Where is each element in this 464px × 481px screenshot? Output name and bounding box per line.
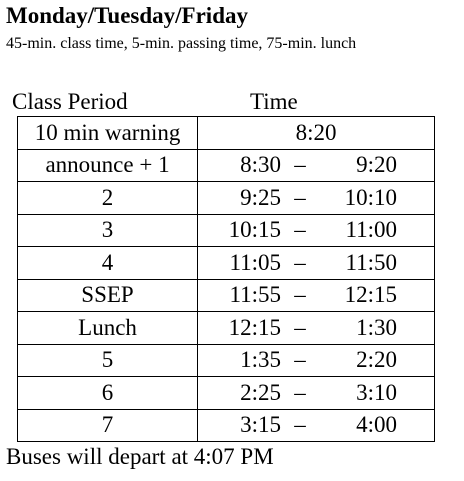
time-separator: – — [294, 152, 306, 178]
period-cell: 6 — [18, 377, 198, 410]
table-row — [18, 279, 435, 312]
end-time: 12:15 — [344, 282, 398, 308]
schedule-subtitle: 45-min. class time, 5-min. passing time, 75-min. lunch — [6, 35, 357, 52]
end-time: 1:30 — [356, 314, 398, 340]
time-separator: – — [294, 217, 306, 243]
end-time: 2:20 — [356, 347, 398, 373]
time-separator: – — [294, 184, 306, 210]
time-separator: – — [294, 379, 306, 405]
time-cell — [198, 279, 435, 312]
column-header-time: Time — [250, 89, 298, 114]
start-time: 3:15 — [240, 412, 282, 438]
period-cell: announce + 1 — [18, 149, 198, 182]
start-time: 11:55 — [229, 282, 282, 308]
table-row — [18, 409, 435, 442]
time-separator: – — [294, 412, 306, 438]
start-time: 2:25 — [240, 379, 282, 405]
period-cell: 5 — [18, 344, 198, 377]
table-row — [18, 247, 435, 280]
time-separator: – — [294, 314, 306, 340]
schedule-title: Monday/Tuesday/Friday — [6, 3, 248, 28]
period-cell: SSEP — [18, 279, 198, 312]
time-separator: – — [294, 282, 306, 308]
bus-departure-note: Buses will depart at 4:07 PM — [6, 444, 274, 469]
period-cell: Lunch — [18, 312, 198, 345]
time-cell — [198, 409, 435, 442]
table-row — [18, 312, 435, 345]
time-cell — [198, 247, 435, 280]
start-time: 10:15 — [228, 217, 282, 243]
table-row — [18, 182, 435, 215]
schedule-table — [17, 116, 435, 442]
time-separator: – — [294, 347, 306, 373]
period-cell: 10 min warning — [18, 117, 198, 150]
table-row — [18, 377, 435, 410]
end-time: 11:00 — [345, 217, 398, 243]
time-cell — [198, 377, 435, 410]
end-time: 4:00 — [356, 412, 398, 438]
time-cell: 8:20 — [198, 117, 435, 150]
time-cell — [198, 149, 435, 182]
start-time: 1:35 — [240, 347, 282, 373]
table-row — [18, 117, 435, 150]
end-time: 9:20 — [356, 152, 398, 178]
period-cell: 4 — [18, 247, 198, 280]
time-cell — [198, 312, 435, 345]
column-header-period: Class Period — [12, 89, 128, 114]
end-time: 11:50 — [345, 249, 398, 275]
table-row — [18, 214, 435, 247]
time-cell — [198, 214, 435, 247]
start-time: 11:05 — [229, 249, 282, 275]
start-time: 8:30 — [240, 152, 282, 178]
table-row — [18, 149, 435, 182]
start-time: 12:15 — [228, 314, 282, 340]
period-cell: 2 — [18, 182, 198, 215]
end-time: 10:10 — [344, 184, 398, 210]
time-cell — [198, 182, 435, 215]
period-cell: 3 — [18, 214, 198, 247]
period-cell: 7 — [18, 409, 198, 442]
time-cell — [198, 344, 435, 377]
time-separator: – — [294, 249, 306, 275]
table-row — [18, 344, 435, 377]
end-time: 3:10 — [356, 379, 398, 405]
start-time: 9:25 — [240, 184, 282, 210]
